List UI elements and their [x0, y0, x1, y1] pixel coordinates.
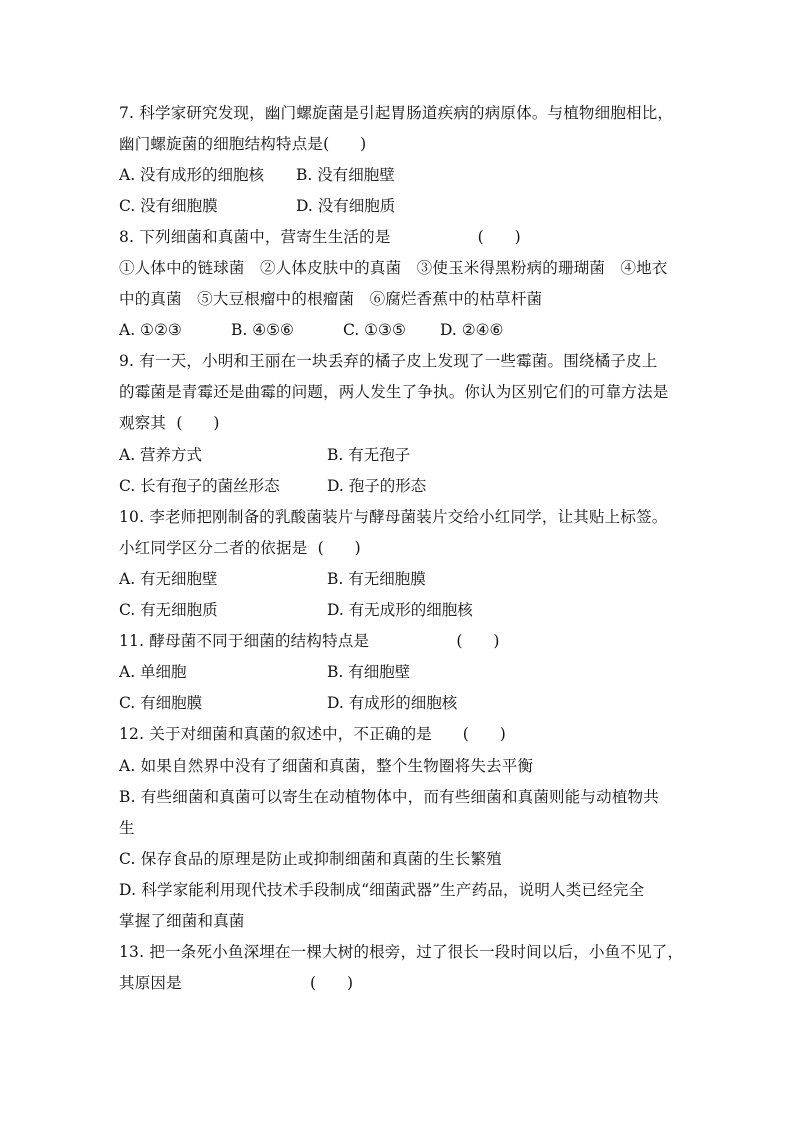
q9-option-c: C. 长有孢子的菌丝形态 [119, 477, 280, 495]
q8-stem-line1: 8. 下列细菌和真菌中，营寄生生活的是 ( ) [119, 228, 521, 246]
q8-stem-line2: ①人体中的链球菌 ②人体皮肤中的真菌 ③使玉米得黑粉病的珊瑚菌 ④地衣 [119, 259, 668, 277]
q8-option-b: B. ④⑤⑥ [231, 321, 294, 339]
q7-option-d: D. 没有细胞质 [296, 197, 396, 215]
q11-option-c: C. 有细胞膜 [119, 694, 203, 712]
q9-stem-line3: 观察其 ( ) [119, 414, 220, 432]
q11-stem-line1: 11. 酵母菌不同于细菌的结构特点是 ( ) [119, 632, 500, 650]
q12-option-d-line2: 掌握了细菌和真菌 [119, 912, 245, 930]
q7-option-b: B. 没有细胞壁 [296, 166, 395, 184]
q10-stem-line1: 10. 李老师把刚制备的乳酸菌装片与酵母菌装片交给小红同学，让其贴上标签。 [119, 508, 668, 526]
q11-option-a: A. 单细胞 [119, 663, 187, 681]
q8-option-d: D. ②④⑥ [440, 321, 504, 339]
q13-stem-line1: 13. 把一条死小鱼深埋在一棵大树的根旁，过了很长一段时间以后，小鱼不见了， [119, 943, 684, 961]
q7-stem-line2: 幽门螺旋菌的细胞结构特点是( ) [119, 135, 367, 153]
q10-option-d: D. 有无成形的细胞核 [327, 601, 473, 619]
q12-option-c: C. 保存食品的原理是防止或抑制细菌和真菌的生长繁殖 [119, 850, 502, 868]
q12-option-b-line2: 生 [119, 819, 135, 837]
q11-option-d: D. 有成形的细胞核 [327, 694, 458, 712]
q12-option-d-line1: D. 科学家能利用现代技术手段制成“细菌武器”生产药品，说明人类已经完全 [119, 881, 645, 899]
q13-stem-line2: 其原因是 ( ) [119, 974, 354, 992]
q12-stem-line1: 12. 关于对细菌和真菌的叙述中，不正确的是 ( ) [119, 725, 506, 743]
q9-option-d: D. 孢子的形态 [327, 477, 427, 495]
q9-stem-line2: 的霉菌是青霉还是曲霉的问题，两人发生了争执。你认为区别它们的可靠方法是 [119, 383, 669, 401]
q8-option-a: A. ①②③ [119, 321, 182, 339]
q9-stem-line1: 9. 有一天，小明和王丽在一块丢弃的橘子皮上发现了一些霉菌。围绕橘子皮上 [119, 352, 658, 370]
q7-option-a: A. 没有成形的细胞核 [119, 166, 265, 184]
q12-option-a: A. 如果自然界中没有了细菌和真菌，整个生物圈将失去平衡 [119, 757, 534, 775]
q7-option-c: C. 没有细胞膜 [119, 197, 218, 215]
q12-option-b-line1: B. 有些细菌和真菌可以寄生在动植物体中，而有些细菌和真菌则能与动植物共 [119, 788, 659, 806]
q10-option-b: B. 有无细胞膜 [327, 570, 426, 588]
q10-stem-line2: 小红同学区分二者的依据是 ( ) [119, 539, 361, 557]
q11-option-b: B. 有细胞壁 [327, 663, 411, 681]
q10-option-a: A. 有无细胞壁 [119, 570, 218, 588]
q7-stem-line1: 7. 科学家研究发现，幽门螺旋菌是引起胃肠道疾病的病原体。与植物细胞相比， [119, 104, 674, 122]
q8-option-c: C. ①③⑤ [343, 321, 406, 339]
q10-option-c: C. 有无细胞质 [119, 601, 218, 619]
q9-option-b: B. 有无孢子 [327, 446, 411, 464]
q8-stem-line3: 中的真菌 ⑤大豆根瘤中的根瘤菌 ⑥腐烂香蕉中的枯草杆菌 [119, 290, 543, 308]
q9-option-a: A. 营养方式 [119, 446, 203, 464]
